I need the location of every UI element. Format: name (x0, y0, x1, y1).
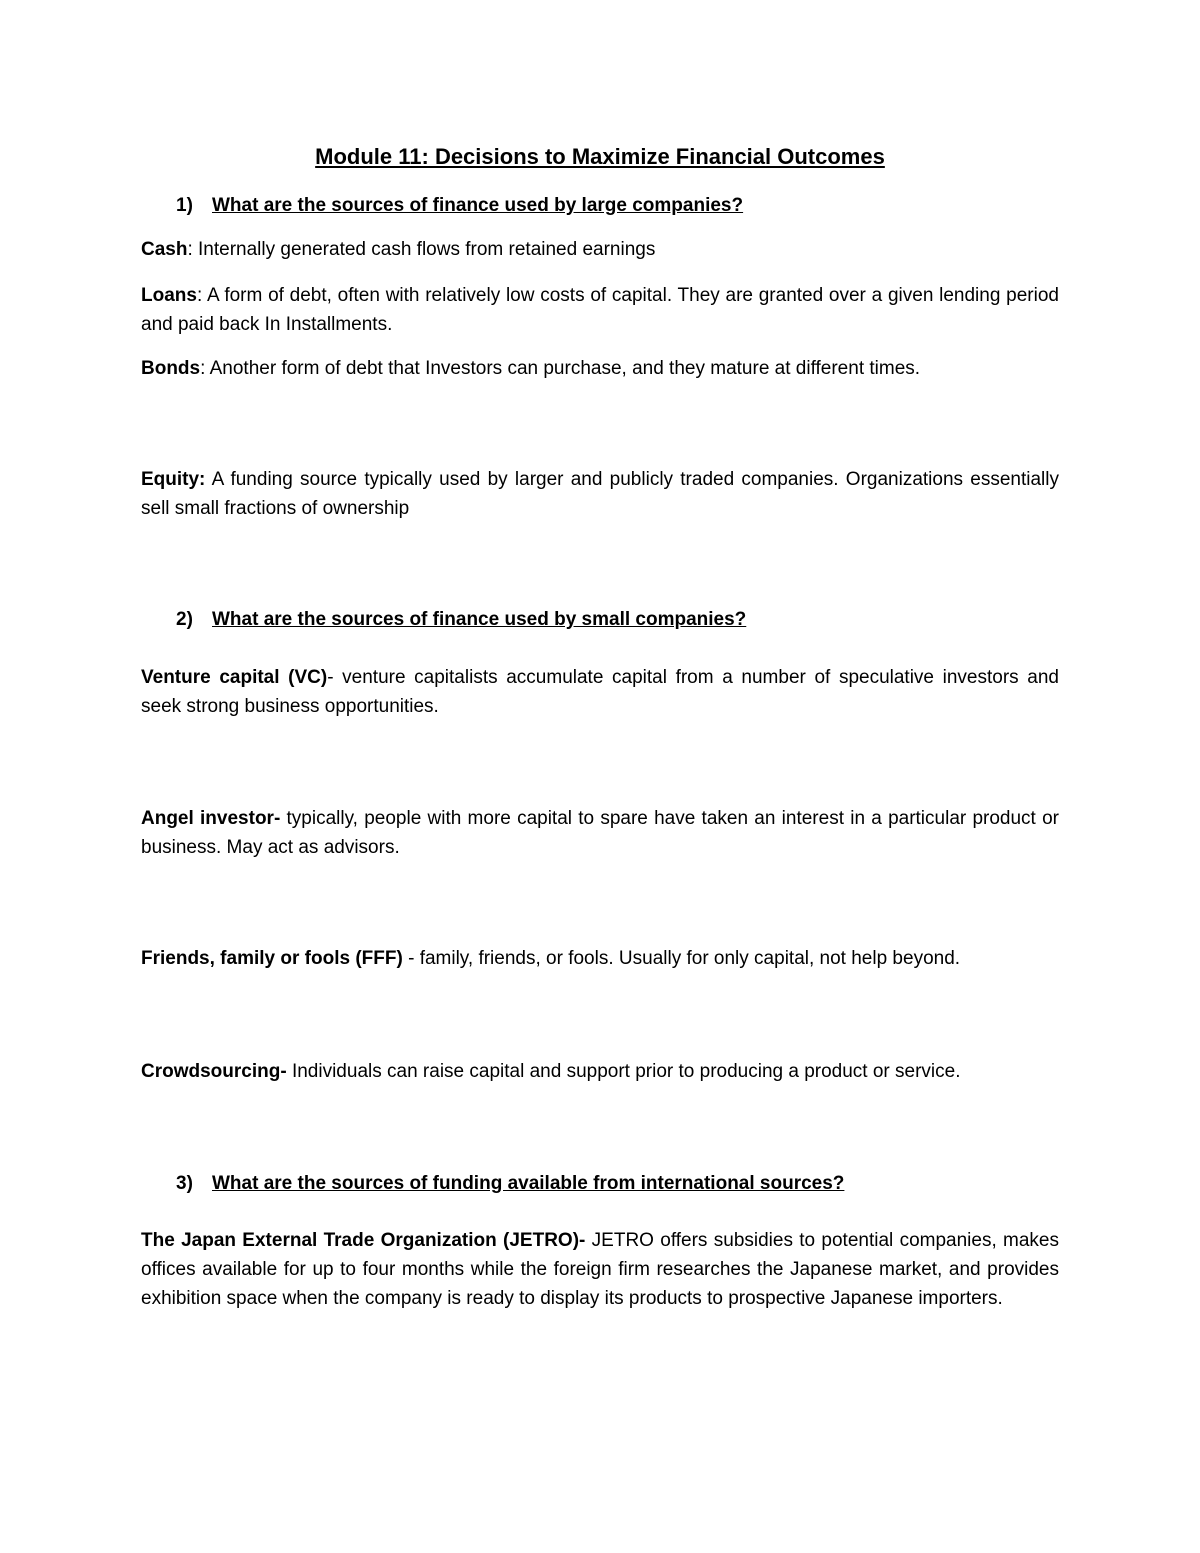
question-text: What are the sources of finance used by small companies? (212, 609, 747, 630)
question-text: What are the sources of finance used by large companies? (212, 195, 744, 216)
definition-text: A form of debt, often with relatively low costs of capital. They are granted over a given lending period and paid back In Installments. (141, 285, 1059, 335)
question-number: 1) (176, 195, 193, 216)
definition-angel-investor (141, 804, 1059, 862)
definition-term: The Japan External Trade Organization (JETRO)- (141, 1230, 586, 1251)
definition-term: Venture capital (VC) (141, 667, 328, 688)
document-title: Module 11: Decisions to Maximize Financial Outcomes (315, 144, 885, 169)
question-number: 3) (176, 1173, 193, 1194)
definition-jetro (141, 1226, 1059, 1313)
definition-cash (141, 235, 1059, 264)
definition-separator: - (402, 948, 420, 969)
definition-term: Angel investor- (141, 808, 281, 829)
definition-term: Loans (141, 285, 197, 306)
definition-term: Bonds (141, 358, 201, 379)
definition-separator: - (327, 667, 343, 688)
question-3 (176, 1170, 844, 1198)
definition-text: Individuals can raise capital and support prior to producing a product or service. (291, 1061, 961, 1082)
definition-term: Crowdsourcing- (141, 1061, 287, 1082)
definition-loans (141, 281, 1059, 339)
definition-fff (141, 944, 1059, 973)
definition-text: Another form of debt that Investors can purchase, and they mature at different times. (209, 358, 921, 379)
definition-bonds (141, 354, 1059, 383)
definition-text: JETRO offers subsidies to potential companies, makes offices available for up to four months while the foreign firm researches the Japanese market, and provides exhibition space when the company is ready to display its products to prospective Japanese importers. (141, 1230, 1059, 1309)
question-1 (176, 192, 743, 220)
definition-equity (141, 465, 1059, 523)
definition-term: Cash (141, 239, 188, 260)
question-number: 2) (176, 609, 193, 630)
definition-text: A funding source typically used by larger and publicly traded companies. Organizations essentially sell small fractions of ownership (141, 469, 1059, 519)
definition-separator: : (200, 358, 210, 379)
definition-separator: : (187, 239, 199, 260)
definition-separator: : (196, 285, 207, 306)
definition-text: typically, people with more capital to spare have taken an interest in a particular product or business. May act as advisors. (141, 808, 1059, 858)
definition-term: Equity: (141, 469, 206, 490)
definition-crowdsourcing (141, 1057, 1059, 1086)
definition-term: Friends, family or fools (FFF) (141, 948, 403, 969)
question-text: What are the sources of funding available from international sources? (212, 1173, 845, 1194)
definition-text: Internally generated cash flows from retained earnings (198, 239, 656, 260)
question-2 (176, 606, 746, 634)
definition-text: family, friends, or fools. Usually for only capital, not help beyond. (419, 948, 961, 969)
definition-text: venture capitalists accumulate capital from a number of speculative investors and seek strong business opportunities. (141, 667, 1059, 717)
definition-venture-capital (141, 663, 1059, 721)
